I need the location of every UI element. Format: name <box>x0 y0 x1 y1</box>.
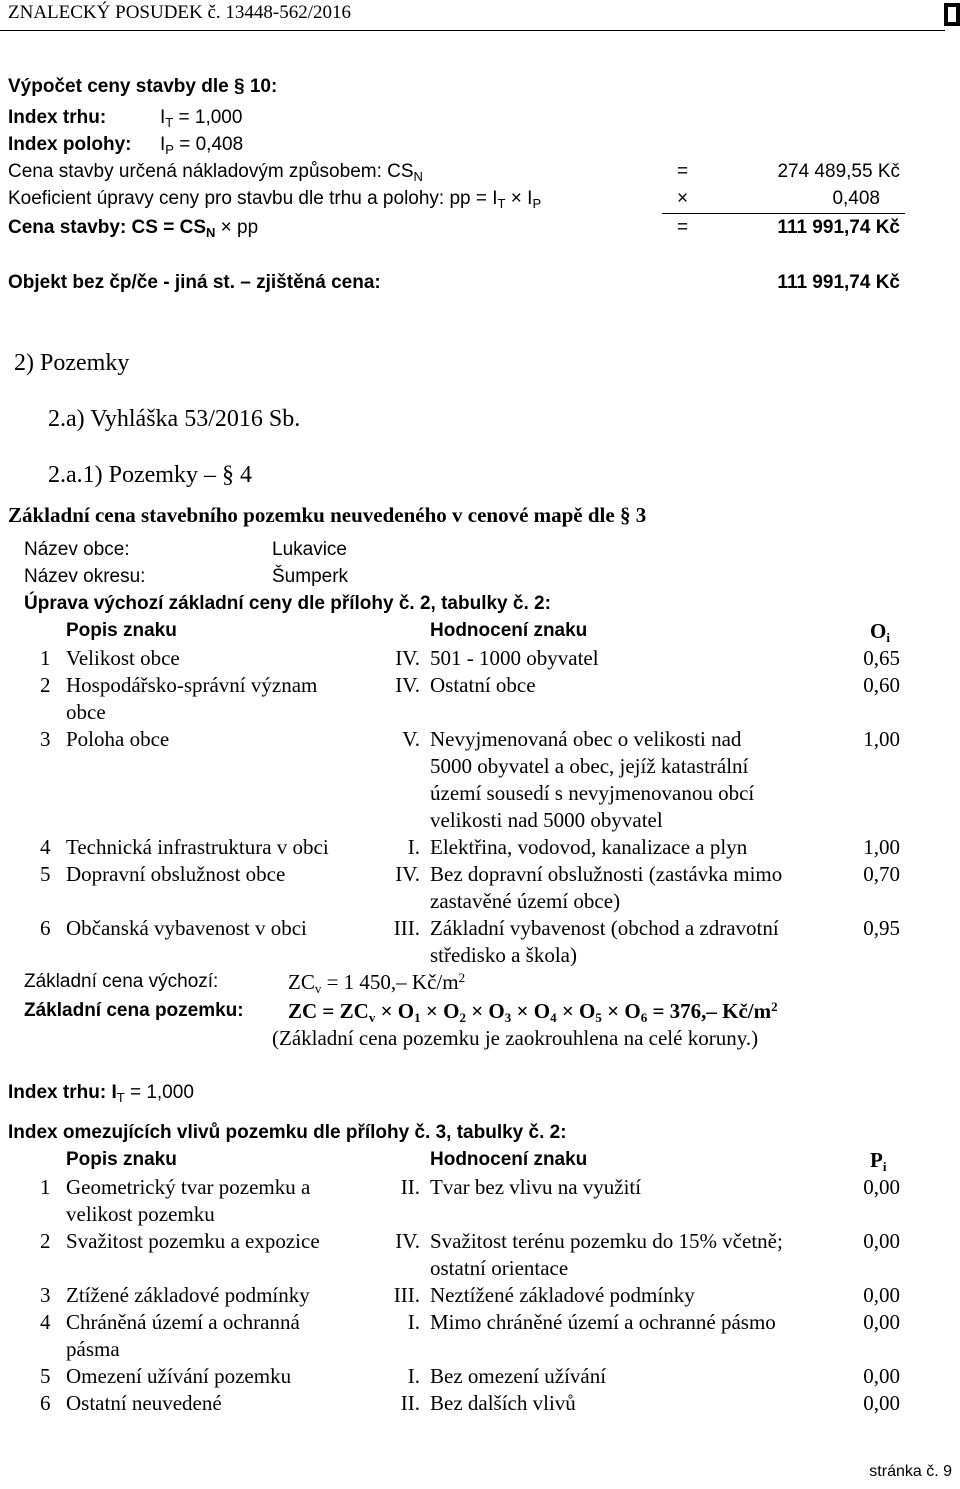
row-roman: V. <box>402 727 420 751</box>
zc-vychozi-label: Základní cena výchozí: <box>24 971 219 992</box>
row-coefficient: 1,00 <box>863 835 900 859</box>
row-number: 4 <box>40 1310 51 1334</box>
obec-value: Lukavice <box>272 539 347 560</box>
row-popis: Dopravní obslužnost obce <box>66 862 286 886</box>
row-popis: obce <box>66 700 106 724</box>
row-coefficient: 0,65 <box>863 646 900 670</box>
row-roman: IV. <box>395 1229 420 1253</box>
row-hodnoceni: Bez dalších vlivů <box>430 1391 576 1415</box>
table1-header-hodnoceni: Hodnocení znaku <box>430 620 588 641</box>
document-title: ZNALECKÝ POSUDEK č. 13448-562/2016 <box>8 2 352 23</box>
zc-note: (Základní cena pozemku je zaokrouhlena na celé koruny.) <box>272 1026 759 1050</box>
row-hodnoceni: Mimo chráněné území a ochranné pásmo <box>430 1310 776 1334</box>
row-hodnoceni: 501 - 1000 obyvatel <box>430 646 599 670</box>
row-number: 1 <box>40 646 51 670</box>
row-popis: velikost pozemku <box>66 1202 215 1226</box>
csn-operator: = <box>677 161 689 182</box>
row-coefficient: 0,00 <box>863 1310 900 1334</box>
row-coefficient: 0,00 <box>863 1283 900 1307</box>
row-number: 5 <box>40 862 51 886</box>
row-hodnoceni: Bez dopravní obslužnosti (zastávka mimo <box>430 862 783 886</box>
okres-value: Šumperk <box>272 566 349 587</box>
row-hodnoceni: velikosti nad 5000 obyvatel <box>430 808 663 832</box>
row-roman: I. <box>407 835 420 859</box>
row-number: 1 <box>40 1175 51 1199</box>
row-coefficient: 0,00 <box>863 1175 900 1199</box>
table2-header-hodnoceni: Hodnocení znaku <box>430 1149 588 1170</box>
cs-row: Cena stavby: CS = $CS_N$ × pp <box>8 217 259 240</box>
csn-row: Cena stavby určená nákladovým způsobem: $CS_N$ <box>8 161 423 184</box>
table1-header-coef: $O_i$ <box>870 619 890 645</box>
row-hodnoceni: Bez omezení užívání <box>430 1364 607 1388</box>
row-number: 6 <box>40 916 51 940</box>
page-header <box>0 0 945 31</box>
row-number: 6 <box>40 1391 51 1415</box>
row-hodnoceni: ostatní orientace <box>430 1256 569 1280</box>
row-popis: Hospodářsko-správní význam <box>66 673 318 697</box>
zc-pozemku-formula: ZC = $ZC_v \times O_1 \times O_2 \times O_3 \times O_4 \times O_5 \times O_6 = 376,-$ $Kč/m^2$ <box>288 999 778 1025</box>
index-trhu-row: Index trhu: $I_T = 1,000$ <box>8 107 243 130</box>
koef-value: 0,408 <box>832 188 880 209</box>
obec-label: Název obce: <box>24 539 130 560</box>
row-roman: IV. <box>395 673 420 697</box>
row-roman: IV. <box>395 646 420 670</box>
section-sign-icon: § <box>221 462 234 488</box>
row-roman: III. <box>393 916 420 940</box>
row-coefficient: 1,00 <box>863 727 900 751</box>
row-popis: Svažitost pozemku a expozice <box>66 1229 320 1253</box>
row-popis: Technická infrastruktura v obci <box>66 835 329 859</box>
index-polohy-row: Index polohy: $I_P = 0,408$ <box>8 134 244 157</box>
row-roman: II. <box>400 1391 420 1415</box>
row-number: 2 <box>40 1229 51 1253</box>
table2-header-coef: $P_i$ <box>870 1148 887 1174</box>
row-hodnoceni: Neztížené základové podmínky <box>430 1283 695 1307</box>
section-2a-heading: 2.a) Vyhláška 53/2016 Sb. <box>48 406 301 432</box>
section-sign-icon: § <box>619 503 631 527</box>
uprava-heading: Úprava výchozí základní ceny dle přílohy č. 2, tabulky č. 2: <box>24 593 551 614</box>
row-coefficient: 0,70 <box>863 862 900 886</box>
row-coefficient: 0,00 <box>863 1229 900 1253</box>
row-hodnoceni: středisko a škola) <box>430 943 577 967</box>
row-roman: II. <box>400 1175 420 1199</box>
row-hodnoceni: území sousedí s nevyjmenovanou obcí <box>430 781 755 805</box>
table1-header-popis: Popis znaku <box>66 620 177 641</box>
row-popis: Omezení užívání pozemku <box>66 1364 292 1388</box>
row-hodnoceni: zastavěné území obce) <box>430 889 621 913</box>
zc-vychozi-formula: $ZC_v = 1$ 450,– $Kč/m^2$ <box>288 970 466 996</box>
object-value: 111 991,74 Kč <box>777 272 900 293</box>
row-hodnoceni: Elektřina, vodovod, kanalizace a plyn <box>430 835 748 859</box>
row-roman: I. <box>407 1364 420 1388</box>
cs-operator: = <box>677 217 689 238</box>
row-popis: Ostatní neuvedené <box>66 1391 222 1415</box>
row-number: 3 <box>40 1283 51 1307</box>
row-hodnoceni: Svažitost terénu pozemku do 15% včetně; <box>430 1229 783 1253</box>
row-number: 5 <box>40 1364 51 1388</box>
koef-row: Koeficient úpravy ceny pro stavbu dle trhu a polohy: pp = $I_T \times I_P$ <box>8 188 542 211</box>
section-2-heading: 2) Pozemky <box>14 350 130 376</box>
row-coefficient: 0,60 <box>863 673 900 697</box>
row-number: 2 <box>40 673 51 697</box>
zakladni-heading: Základní cena stavebního pozemku neuvedeného v cenové mapě dle § 3 <box>8 503 647 527</box>
omez-heading: Index omezujících vlivů pozemku dle přílohy č. 3, tabulky č. 2: <box>8 1122 567 1143</box>
table2-header-popis: Popis znaku <box>66 1149 177 1170</box>
object-label: Objekt bez čp/če - jiná st. – zjištěná cena: <box>8 272 381 293</box>
row-roman: I. <box>407 1310 420 1334</box>
row-coefficient: 0,00 <box>863 1364 900 1388</box>
section-2a1-heading: 2.a.1) Pozemky – § 4 <box>48 462 252 488</box>
csn-value: 274 489,55 Kč <box>777 161 900 182</box>
page-number: stránka č. 9 <box>869 1463 952 1480</box>
row-hodnoceni: Ostatní obce <box>430 673 536 697</box>
row-number: 4 <box>40 835 51 859</box>
row-number: 3 <box>40 727 51 751</box>
row-popis: Občanská vybavenost v obci <box>66 916 307 940</box>
okres-label: Název okresu: <box>24 566 146 587</box>
row-popis: Poloha obce <box>66 727 170 751</box>
row-popis: pásma <box>66 1337 120 1361</box>
zc-pozemku-label: Základní cena pozemku: <box>24 1000 244 1021</box>
corner-mark-icon <box>944 3 960 26</box>
index-trhu-2: Index trhu: $I_T = 1,000$ <box>8 1082 194 1105</box>
row-popis: Geometrický tvar pozemku a <box>66 1175 311 1199</box>
row-popis: Ztížené základové podmínky <box>66 1283 310 1307</box>
row-popis: Velikost obce <box>66 646 180 670</box>
koef-operator: × <box>677 188 689 209</box>
calc-heading: Výpočet ceny stavby dle § 10: <box>8 76 278 97</box>
row-coefficient: 0,00 <box>863 1391 900 1415</box>
row-hodnoceni: Tvar bez vlivu na využití <box>430 1175 642 1199</box>
row-hodnoceni: 5000 obyvatel a obec, jejíž katastrální <box>430 754 749 778</box>
sum-rule <box>662 213 905 214</box>
section-sign-icon: § <box>234 76 245 97</box>
row-coefficient: 0,95 <box>863 916 900 940</box>
cs-value: 111 991,74 Kč <box>777 217 900 238</box>
row-roman: IV. <box>395 862 420 886</box>
row-hodnoceni: Nevyjmenovaná obec o velikosti nad <box>430 727 742 751</box>
row-roman: III. <box>393 1283 420 1307</box>
row-hodnoceni: Základní vybavenost (obchod a zdravotní <box>430 916 779 940</box>
row-popis: Chráněná území a ochranná <box>66 1310 300 1334</box>
